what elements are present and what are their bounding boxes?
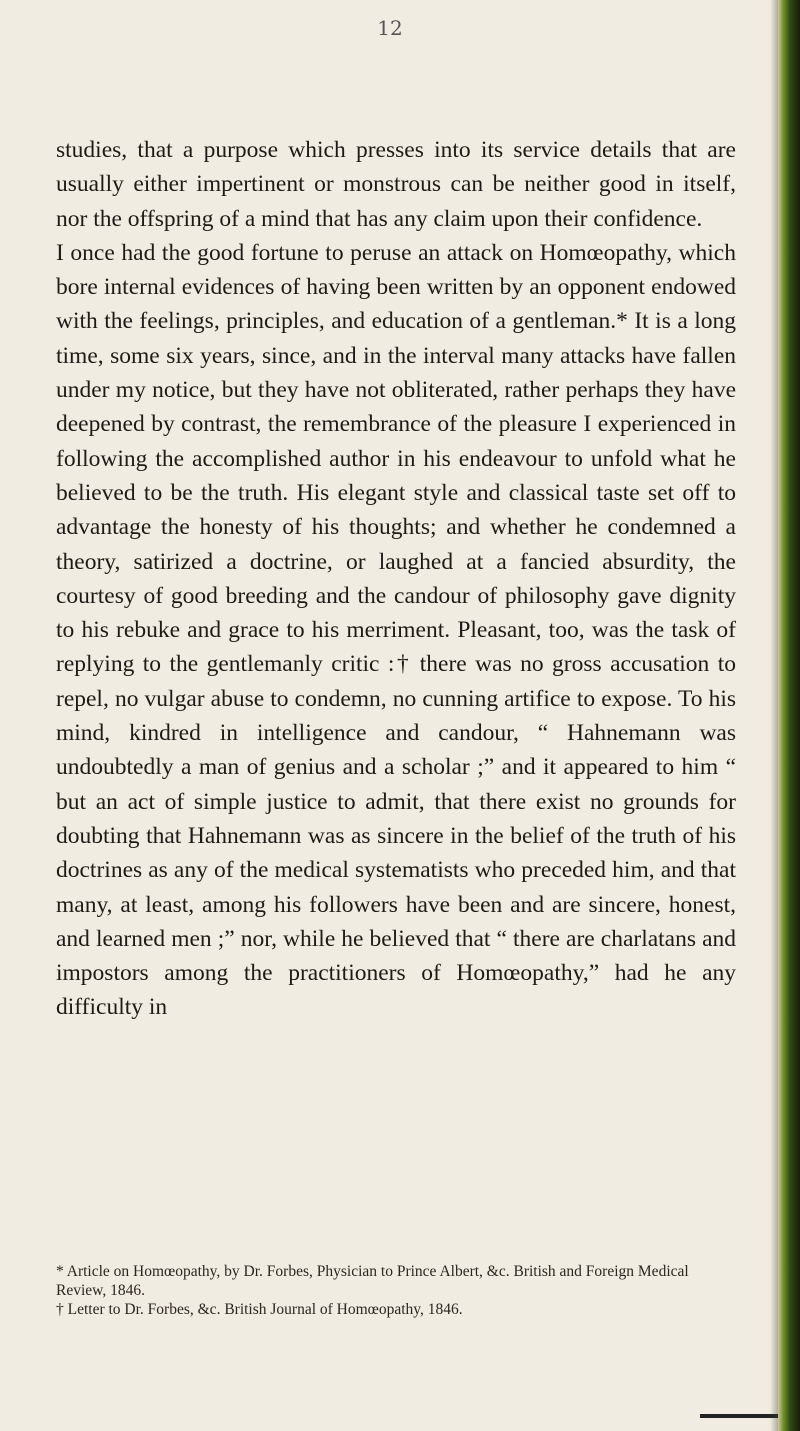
- bottom-edge-shadow: [700, 1414, 780, 1418]
- book-spine-edge: [778, 0, 800, 1431]
- footnote-asterisk: * Article on Homœopathy, by Dr. Forbes, Physician to Prince Albert, &c. British and Foreign Medical Review, 1846.: [56, 1263, 689, 1299]
- paragraph-continuation: studies, that a purpose which presses into its service details that are usually either impertinent or monstrous can be neither good in itself, nor the offspring of a mind that has any claim upon their confidence.: [56, 137, 736, 232]
- paragraph-homoeopathy-attack: I once had the good fortune to peruse an attack on Homœopathy, which bore internal evidences of having been written by an opponent endowed with the feelings, principles, and education of a gentleman.* It is a long time, some six years, since, and in the interval many attacks have fallen under my notice, but they have not obliterated, rather perhaps they have deepened by contrast, the remembrance of the pleasure I experienced in following the accomplished author in his endeavour to unfold what he believed to be the truth. His elegant style and classical taste set off to advantage the honesty of his thoughts; and whether he condemned a theory, satirized a doctrine, or laughed at a fancied absurdity, the courtesy of good breeding and the candour of philosophy gave dignity to his rebuke and grace to his merriment. Pleasant, too, was the task of replying to the gentlemanly critic :† there was no gross accusation to repel, no vulgar abuse to condemn, no cunning artifice to expose. To his mind, kindred in intelligence and candour, “ Hahnemann was undoubtedly a man of genius and a scholar ;” and it appeared to him “ but an act of simple justice to admit, that there exist no grounds for doubting that Hahnemann was as sincere in the belief of the truth of his doctrines as any of the medical systematists who preceded him, and that many, at least, among his followers have been and are sincere, honest, and learned men ;” nor, while he believed that “ there are charlatans and impostors among the practitioners of Homœopathy,” had he any difficulty in: [56, 239, 736, 1021]
- page-fold-shadow: [770, 0, 778, 1431]
- footnotes: [56, 1262, 736, 1319]
- page-number: 12: [377, 16, 403, 40]
- footnote-dagger: † Letter to Dr. Forbes, &c. British Journal of Homœopathy, 1846.: [56, 1301, 463, 1318]
- body-text: [56, 133, 736, 1025]
